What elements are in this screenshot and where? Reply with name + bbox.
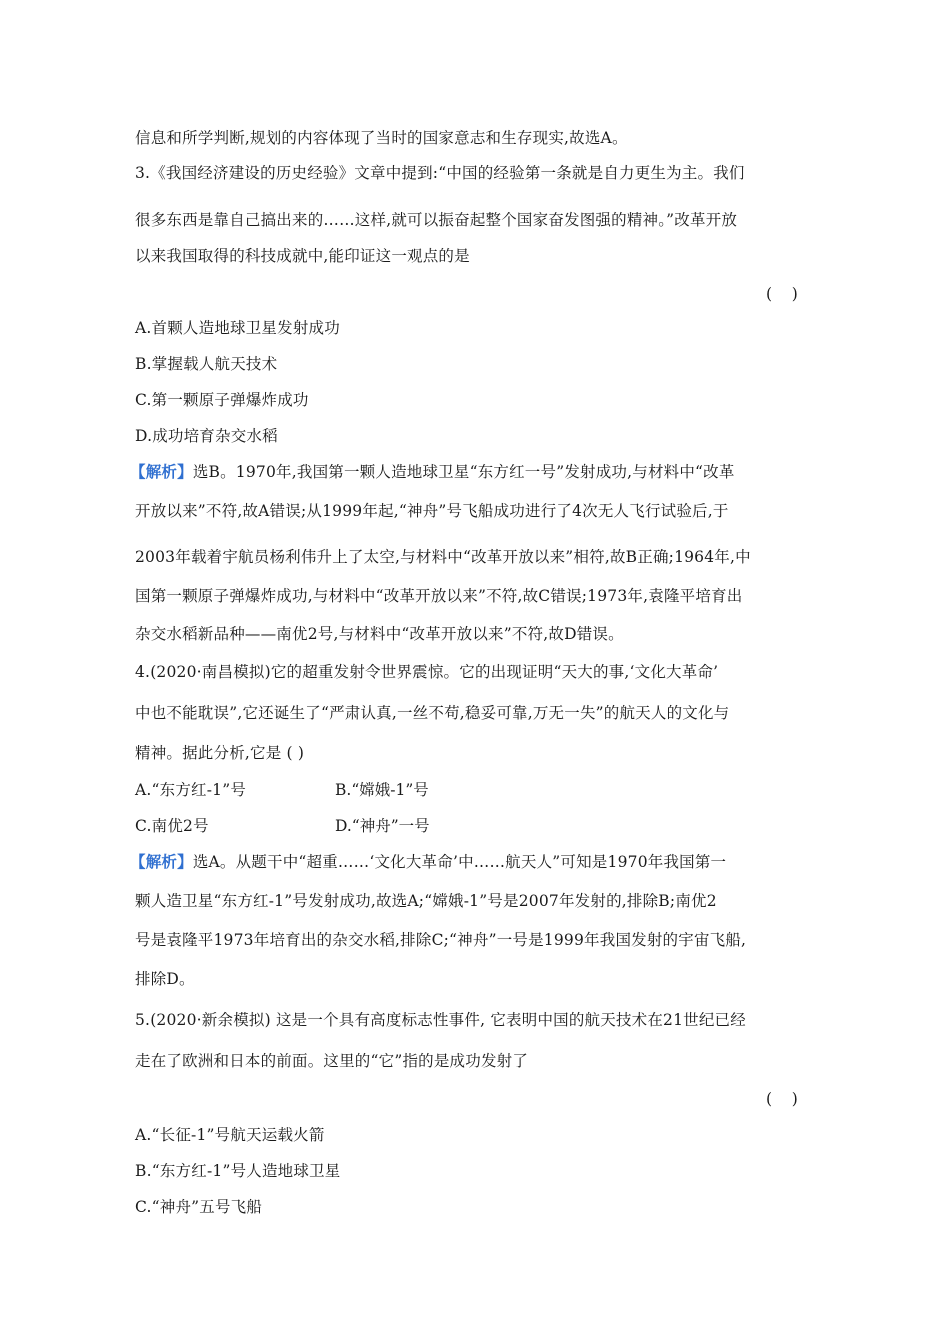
q4-analysis-line-3: 号是袁隆平1973年培育出的杂交水稻,排除C;“神舟”一号是1999年我国发射的宇宙飞船, xyxy=(135,931,747,949)
q3-analysis-line-2: 开放以来”不符,故A错误;从1999年起,“神舟”号飞船成功进行了4次无人飞行试验后,于 xyxy=(135,502,729,520)
q3-stem-line-2: 很多东西是靠自己搞出来的……这样,就可以振奋起整个国家奋发图强的精神。”改革开放 xyxy=(135,211,738,229)
q5-option-c: C.“神舟”五号飞船 xyxy=(135,1198,263,1216)
q5-answer-blank: ( ) xyxy=(766,1090,798,1108)
q2-answer-tail: 信息和所学判断,规划的内容体现了当时的国家意志和生存现实,故选A。 xyxy=(135,129,628,147)
q3-analysis-line-5: 杂交水稻新品种——南优2号,与材料中“改革开放以来”不符,故D错误。 xyxy=(135,625,624,643)
q4-stem-line-3: 精神。据此分析,它是 ( ) xyxy=(135,744,305,762)
q5-option-a: A.“长征-1”号航天运载火箭 xyxy=(135,1126,325,1144)
q4-analysis-tag: 【解析】 xyxy=(130,852,193,871)
q4-analysis-line-1: 【解析】选A。从题干中“超重……‘文化大革命’中……航天人”可知是1970年我国第一 xyxy=(130,852,727,871)
q5-stem-line-1: 5.(2020·新余模拟) 这是一个具有高度标志性事件, 它表明中国的航天技术在21世纪已经 xyxy=(135,1011,746,1029)
q3-option-b: B.掌握载人航天技术 xyxy=(135,355,278,373)
q4-option-c: C.南优2号 xyxy=(135,817,209,835)
q3-option-a: A.首颗人造地球卫星发射成功 xyxy=(135,319,340,337)
q3-stem-line-1: 3.《我国经济建设的历史经验》文章中提到:“中国的经验第一条就是自力更生为主。我们 xyxy=(135,164,745,182)
q4-option-b: B.“嫦娥-1”号 xyxy=(335,781,429,799)
q4-analysis-line-2: 颗人造卫星“东方红-1”号发射成功,故选A;“嫦娥-1”号是2007年发射的,排除B;南优2 xyxy=(135,892,717,910)
q3-analysis-tag: 【解析】 xyxy=(130,462,193,481)
q3-analysis-line-1: 【解析】选B。1970年,我国第一颗人造地球卫星“东方红一号”发射成功,与材料中“改革 xyxy=(130,462,735,481)
q3-analysis-line-4: 国第一颗原子弹爆炸成功,与材料中“改革开放以来”不符,故C错误;1973年,袁隆平培育出 xyxy=(135,587,743,605)
q5-option-b: B.“东方红-1”号人造地球卫星 xyxy=(135,1162,341,1180)
q3-analysis-line-3: 2003年载着宇航员杨利伟升上了太空,与材料中“改革开放以来”相符,故B正确;1964年,中 xyxy=(135,548,751,566)
q4-analysis-line-4: 排除D。 xyxy=(135,970,195,988)
q3-answer-blank: ( ) xyxy=(766,285,798,303)
q4-option-a: A.“东方红-1”号 xyxy=(135,781,247,799)
q3-option-c: C.第一颗原子弹爆炸成功 xyxy=(135,391,309,409)
q3-stem-line-3: 以来我国取得的科技成就中,能印证这一观点的是 xyxy=(135,247,470,265)
q4-option-d: D.“神舟”一号 xyxy=(335,817,430,835)
q4-stem-line-1: 4.(2020·南昌模拟)它的超重发射令世界震惊。它的出现证明“天大的事,‘文化大革命’ xyxy=(135,663,719,681)
q5-stem-line-2: 走在了欧洲和日本的前面。这里的“它”指的是成功发射了 xyxy=(135,1052,529,1070)
q4-stem-line-2: 中也不能耽误”,它还诞生了“严肃认真,一丝不苟,稳妥可靠,万无一失”的航天人的文化与 xyxy=(135,704,730,722)
q3-option-d: D.成功培育杂交水稻 xyxy=(135,427,278,445)
